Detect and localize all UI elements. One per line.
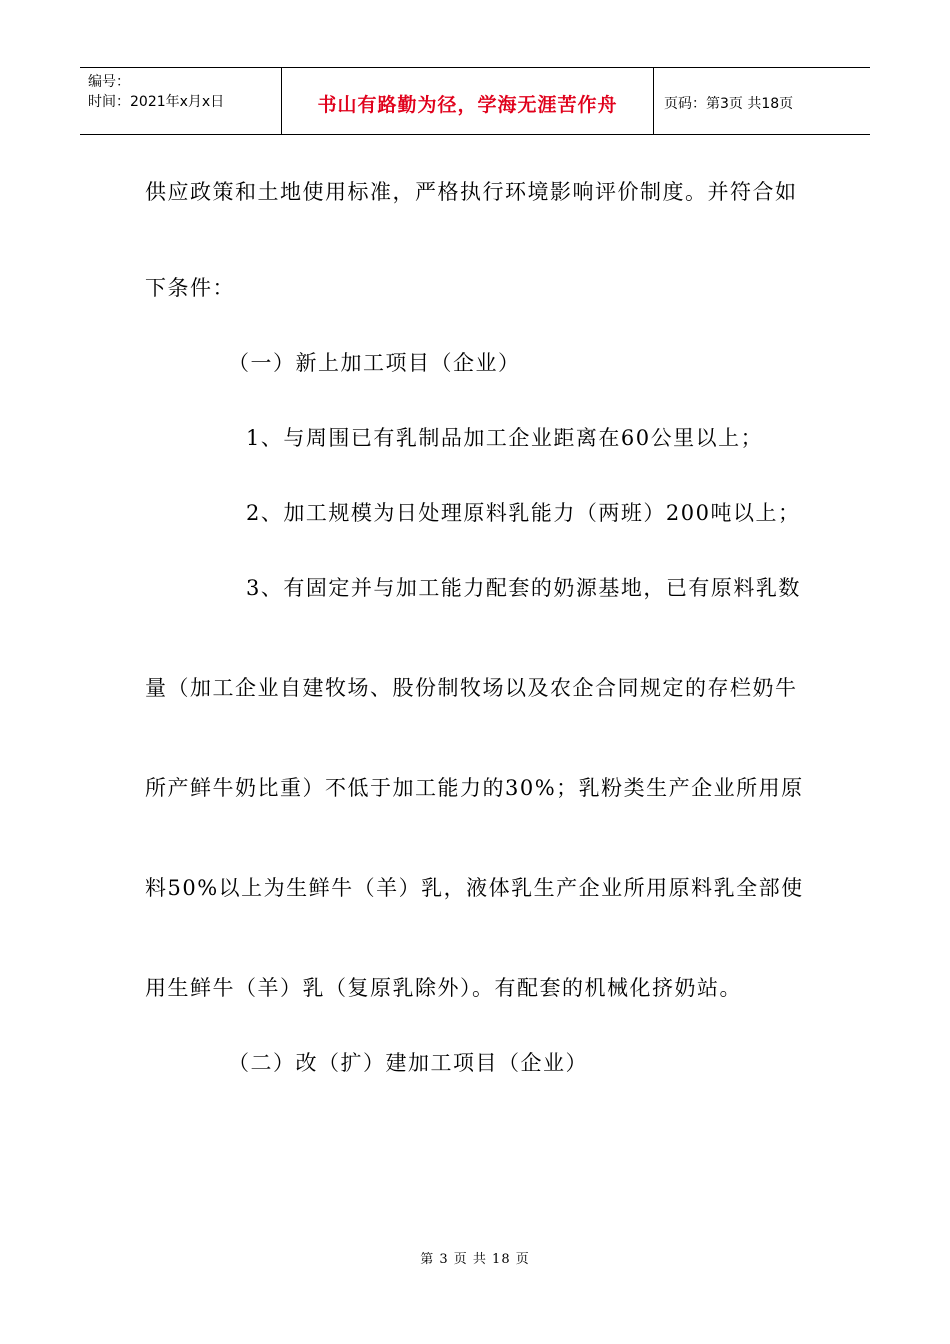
body-line-2: 下条件： [145, 276, 235, 300]
body-line-item-3-cont-1: 量（加工企业自建牧场、股份制牧场以及农企合同规定的存栏奶牛 [145, 676, 798, 700]
section-heading-2: （二）改（扩）建加工项目（企业） [228, 1051, 588, 1075]
body-line-item-3-cont-3: 料50%以上为生鲜牛（羊）乳，液体乳生产企业所用原料乳全部使 [145, 876, 804, 900]
body-line-item-3-cont-4: 用生鲜牛（羊）乳（复原乳除外）。有配套的机械化挤奶站。 [145, 976, 742, 1000]
body-line-1: 供应政策和土地使用标准，严格执行环境影响评价制度。并符合如 [145, 180, 798, 204]
date-line: 时间：2021年x月x日 [88, 94, 225, 110]
page-footer: 第 3 页 共 18 页 [420, 1252, 530, 1267]
body-line-item-2: 2、加工规模为日处理原料乳能力（两班）200吨以上； [246, 501, 801, 525]
body-line-item-3: 3、有固定并与加工能力配套的奶源基地，已有原料乳数 [246, 576, 801, 600]
header-motto-cell [282, 68, 654, 134]
header-page-code-cell [654, 68, 870, 134]
page-header [80, 67, 870, 135]
number-label: 编号： [88, 74, 130, 90]
section-heading-1: （一）新上加工项目（企业） [228, 351, 521, 375]
motto: 书山有路勤为径，学海无涯苦作舟 [317, 93, 618, 116]
body-line-item-3-cont-2: 所产鲜牛奶比重）不低于加工能力的30%；乳粉类生产企业所用原 [145, 776, 804, 800]
header-meta [80, 68, 282, 134]
body-line-item-1: 1、与周围已有乳制品加工企业距离在60公里以上； [246, 426, 764, 450]
page-code: 页码：第3页 共18页 [664, 96, 794, 112]
